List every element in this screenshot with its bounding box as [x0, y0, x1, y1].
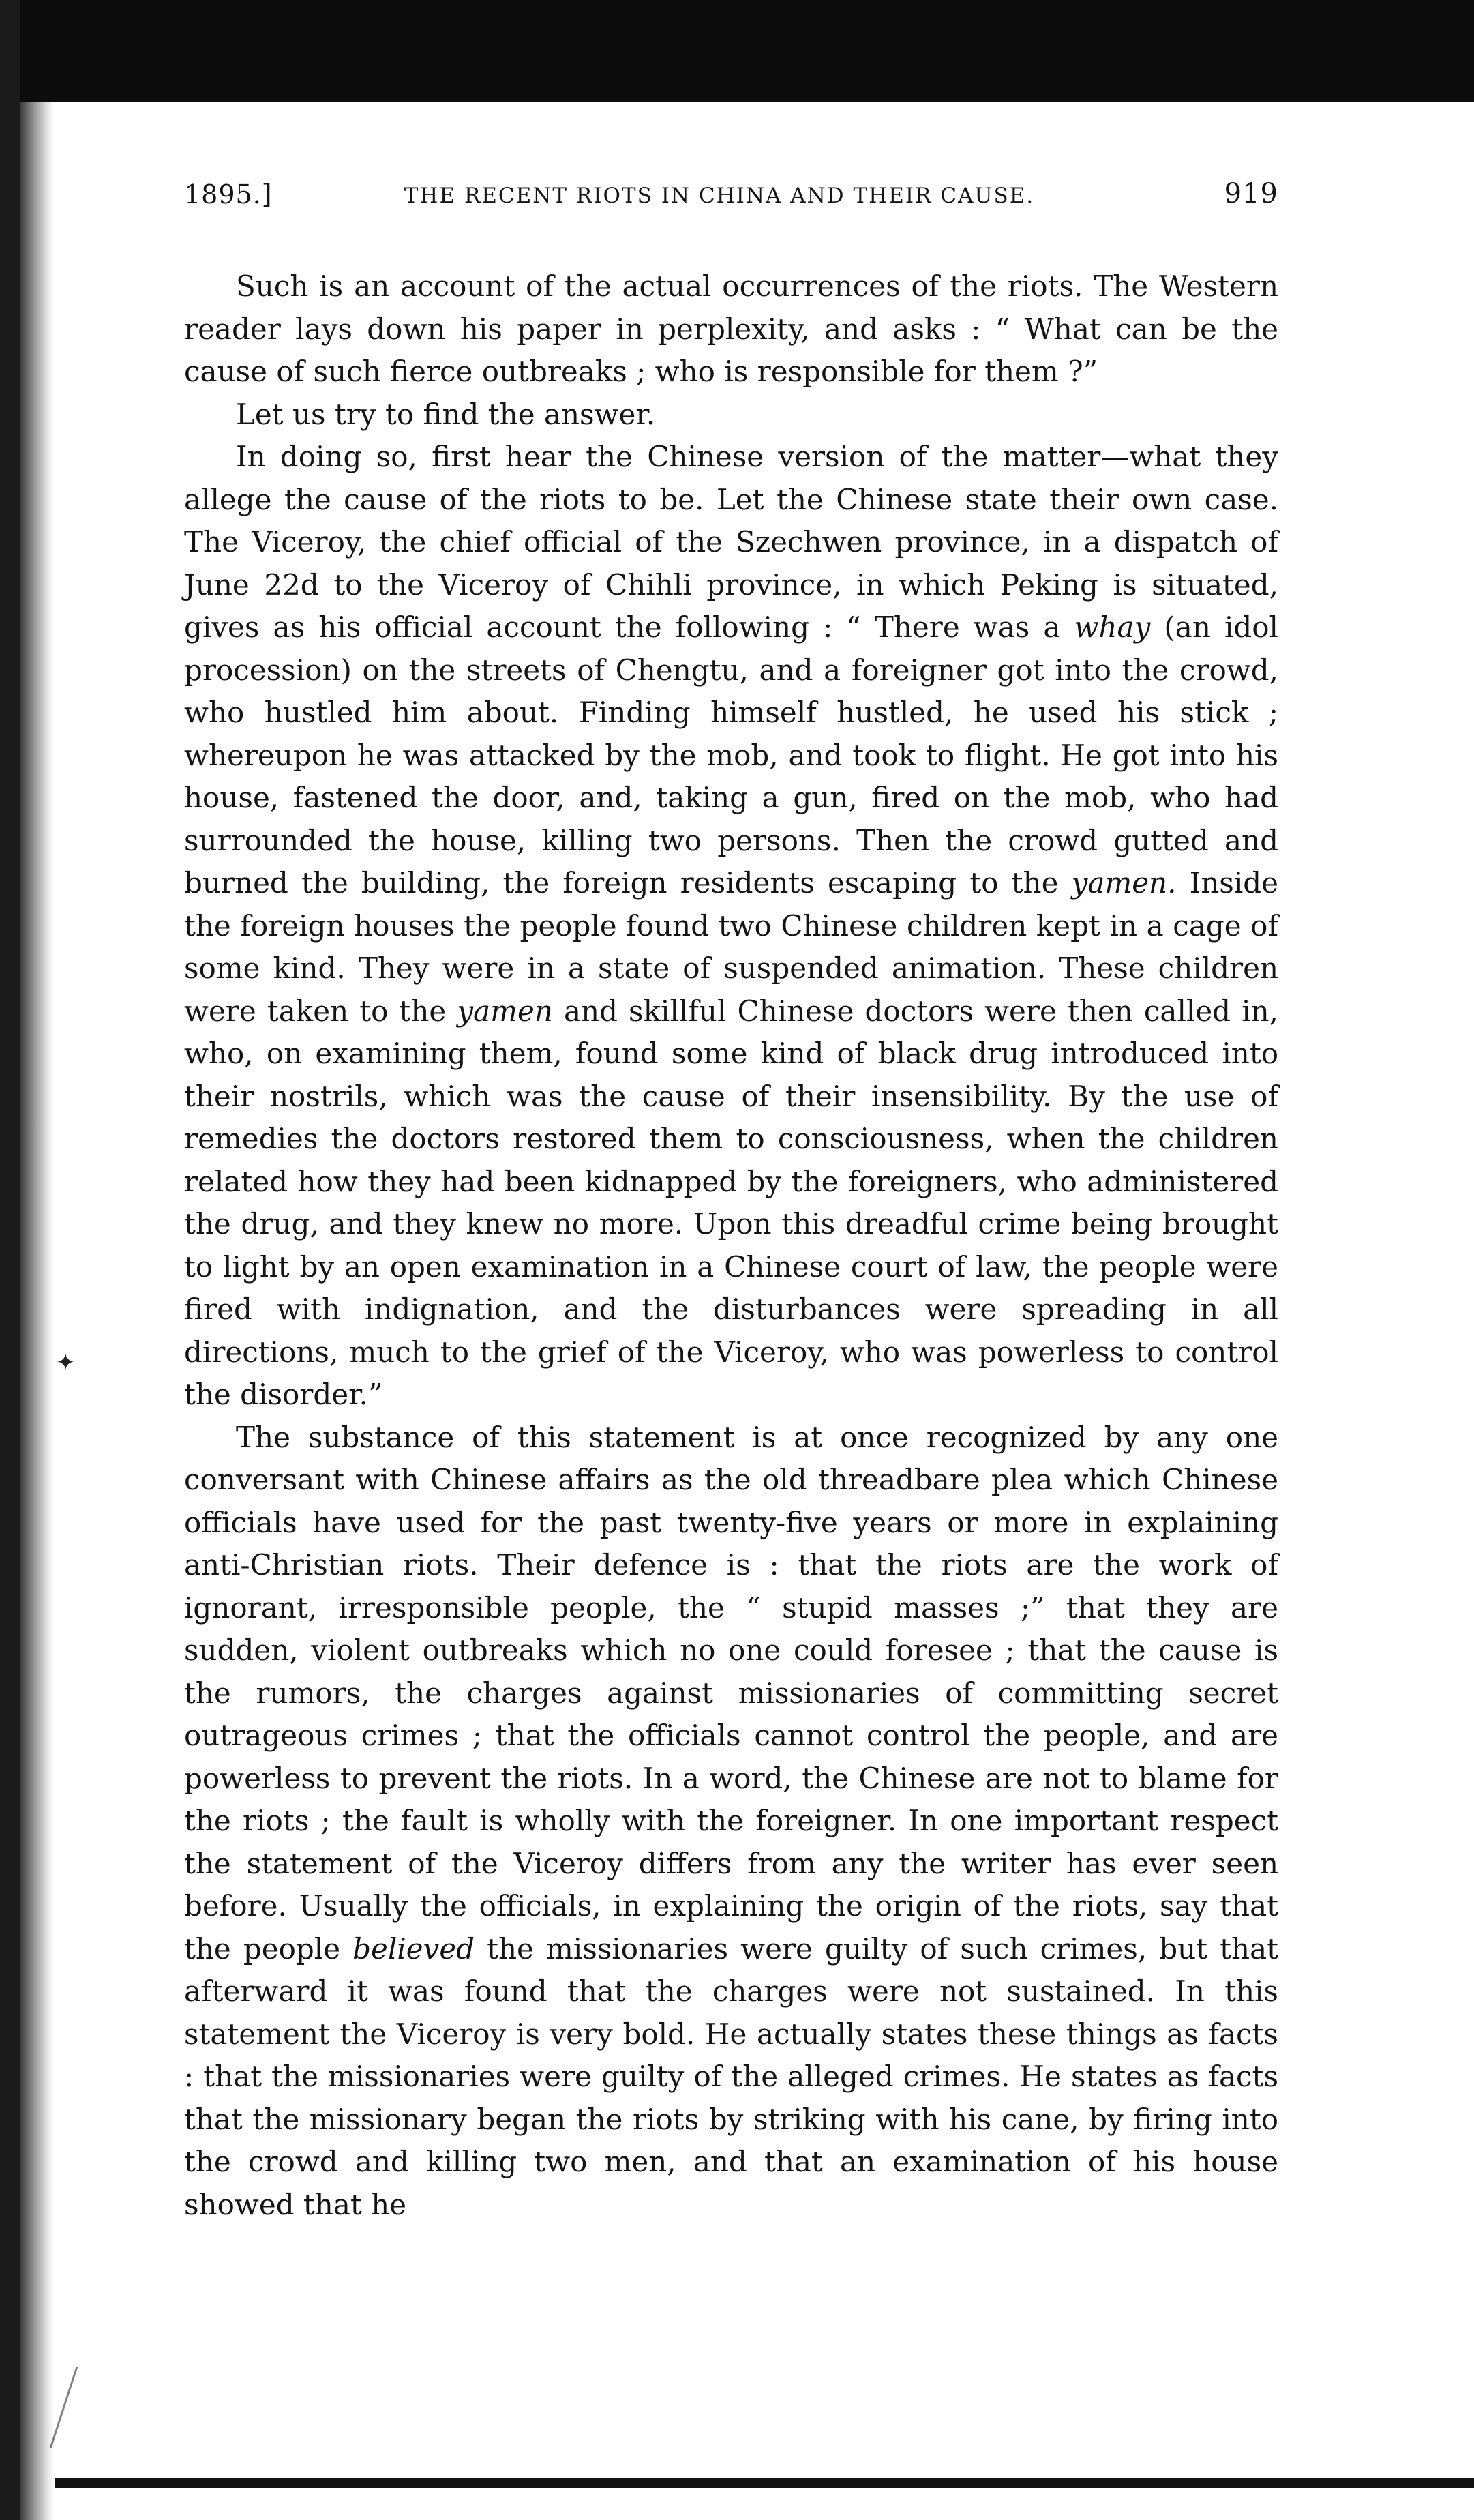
scan-bottom-border: [55, 2478, 1474, 2488]
paragraph-4: [184, 1417, 1278, 2227]
italic-term: believed: [352, 1931, 475, 1966]
text-run: (an idol procession) on the streets of Chengtu, and a foreigner got into the crowd, who hustled him about. Finding himself hustled, he used his stick ; whereupon he was attacked by the mob, and took to flight. He got into his house, fastened the door, and, taking a gun, fired on the mob, who had surrounded the house, killing two persons. Then the crowd gutted and burned the building, the foreign residents escaping to the: [184, 610, 1278, 900]
text-run: In doing so, first hear the Chinese version of the matter—what they allege the cause of the riots to be. Let the Chinese state their own case. The Viceroy, the chief official of the Szechwen province, in a dispatch of June 22d to the Viceroy of Chihli province, in which Peking is situated, gives as his official account the following : “ There was a: [184, 440, 1278, 644]
paragraph-3: [184, 436, 1278, 1417]
paragraph-1: [184, 265, 1278, 394]
text-run: Such is an account of the actual occurrences of the riots. The Western reader lays down his paper in perplexity, and asks : “ What can be the cause of such fierce outbreaks ; who is responsible for them ?”: [184, 269, 1278, 388]
page-number: 919: [1224, 178, 1278, 209]
scan-left-border: [0, 0, 20, 2520]
paragraph-2: [184, 394, 1278, 436]
scan-bottom-margin: [55, 2488, 1474, 2520]
scan-top-border: [0, 0, 1474, 102]
book-page: [170, 174, 1278, 2465]
scan-left-shadow: [20, 102, 55, 2520]
text-run: Let us try to find the answer.: [236, 397, 656, 431]
margin-ink-mark: ✦: [56, 1349, 76, 1376]
text-run: and skillful Chinese doctors were then called in, who, on examining them, found some kind of black drug introduced into their nostrils, which was the cause of their insensibility. By the use of remedies the doctors restored them to consciousness, when the children related how they had been kidnapped by the foreigners, who administered the drug, and they knew no more. Upon this dreadful crime being brought to light by an open examination in a Chinese court of law, the people were fired with indignation, and the disturbances were spreading in all directions, much to the grief of the Viceroy, who was powerless to control the disorder.”: [184, 994, 1278, 1411]
italic-term: yamen: [457, 994, 553, 1028]
running-head-title: THE RECENT RIOTS IN CHINA AND THEIR CAUSE.: [404, 183, 1035, 208]
running-head: [170, 174, 1278, 215]
margin-stroke: [50, 2367, 108, 2448]
running-head-year: 1895.]: [184, 179, 273, 209]
text-run: Inside the foreign houses the people found two Chinese children kept in a cage of some kind. They were in a state of suspended animation. These children were taken to the: [184, 866, 1278, 1028]
body-text: [184, 265, 1278, 2226]
text-run: the missionaries were guilty of such crimes, but that afterward it was found that the charges were not sustained. In this statement the Viceroy is very bold. He actually states these things as facts : that the missionaries were guilty of the alleged crimes. He states as facts that the missionary began the riots by striking with his cane, by firing into the crowd and killing two men, and that an examination of his house showed that he: [184, 1931, 1278, 2221]
italic-term: whay: [1074, 610, 1151, 644]
text-run: The substance of this statement is at once recognized by any one conversant with Chinese affairs as the old threadbare plea which Chinese officials have used for the past twenty-five years or more in explaining anti-Christian riots. Their defence is : that the riots are the work of ignorant, irresponsible people, the “ stupid masses ;” that they are sudden, violent outbreaks which no one could foresee ; that the cause is the rumors, the charges against missionaries of committing secret outrageous crimes ; that the officials cannot control the people, and are powerless to prevent the riots. In a word, the Chinese are not to blame for the riots ; the fault is wholly with the foreigner. In one important respect the statement of the Viceroy differs from any the writer has ever seen before. Usually the officials, in explaining the origin of the riots, say that the people: [184, 1420, 1278, 1966]
italic-term: yamen.: [1071, 866, 1177, 900]
